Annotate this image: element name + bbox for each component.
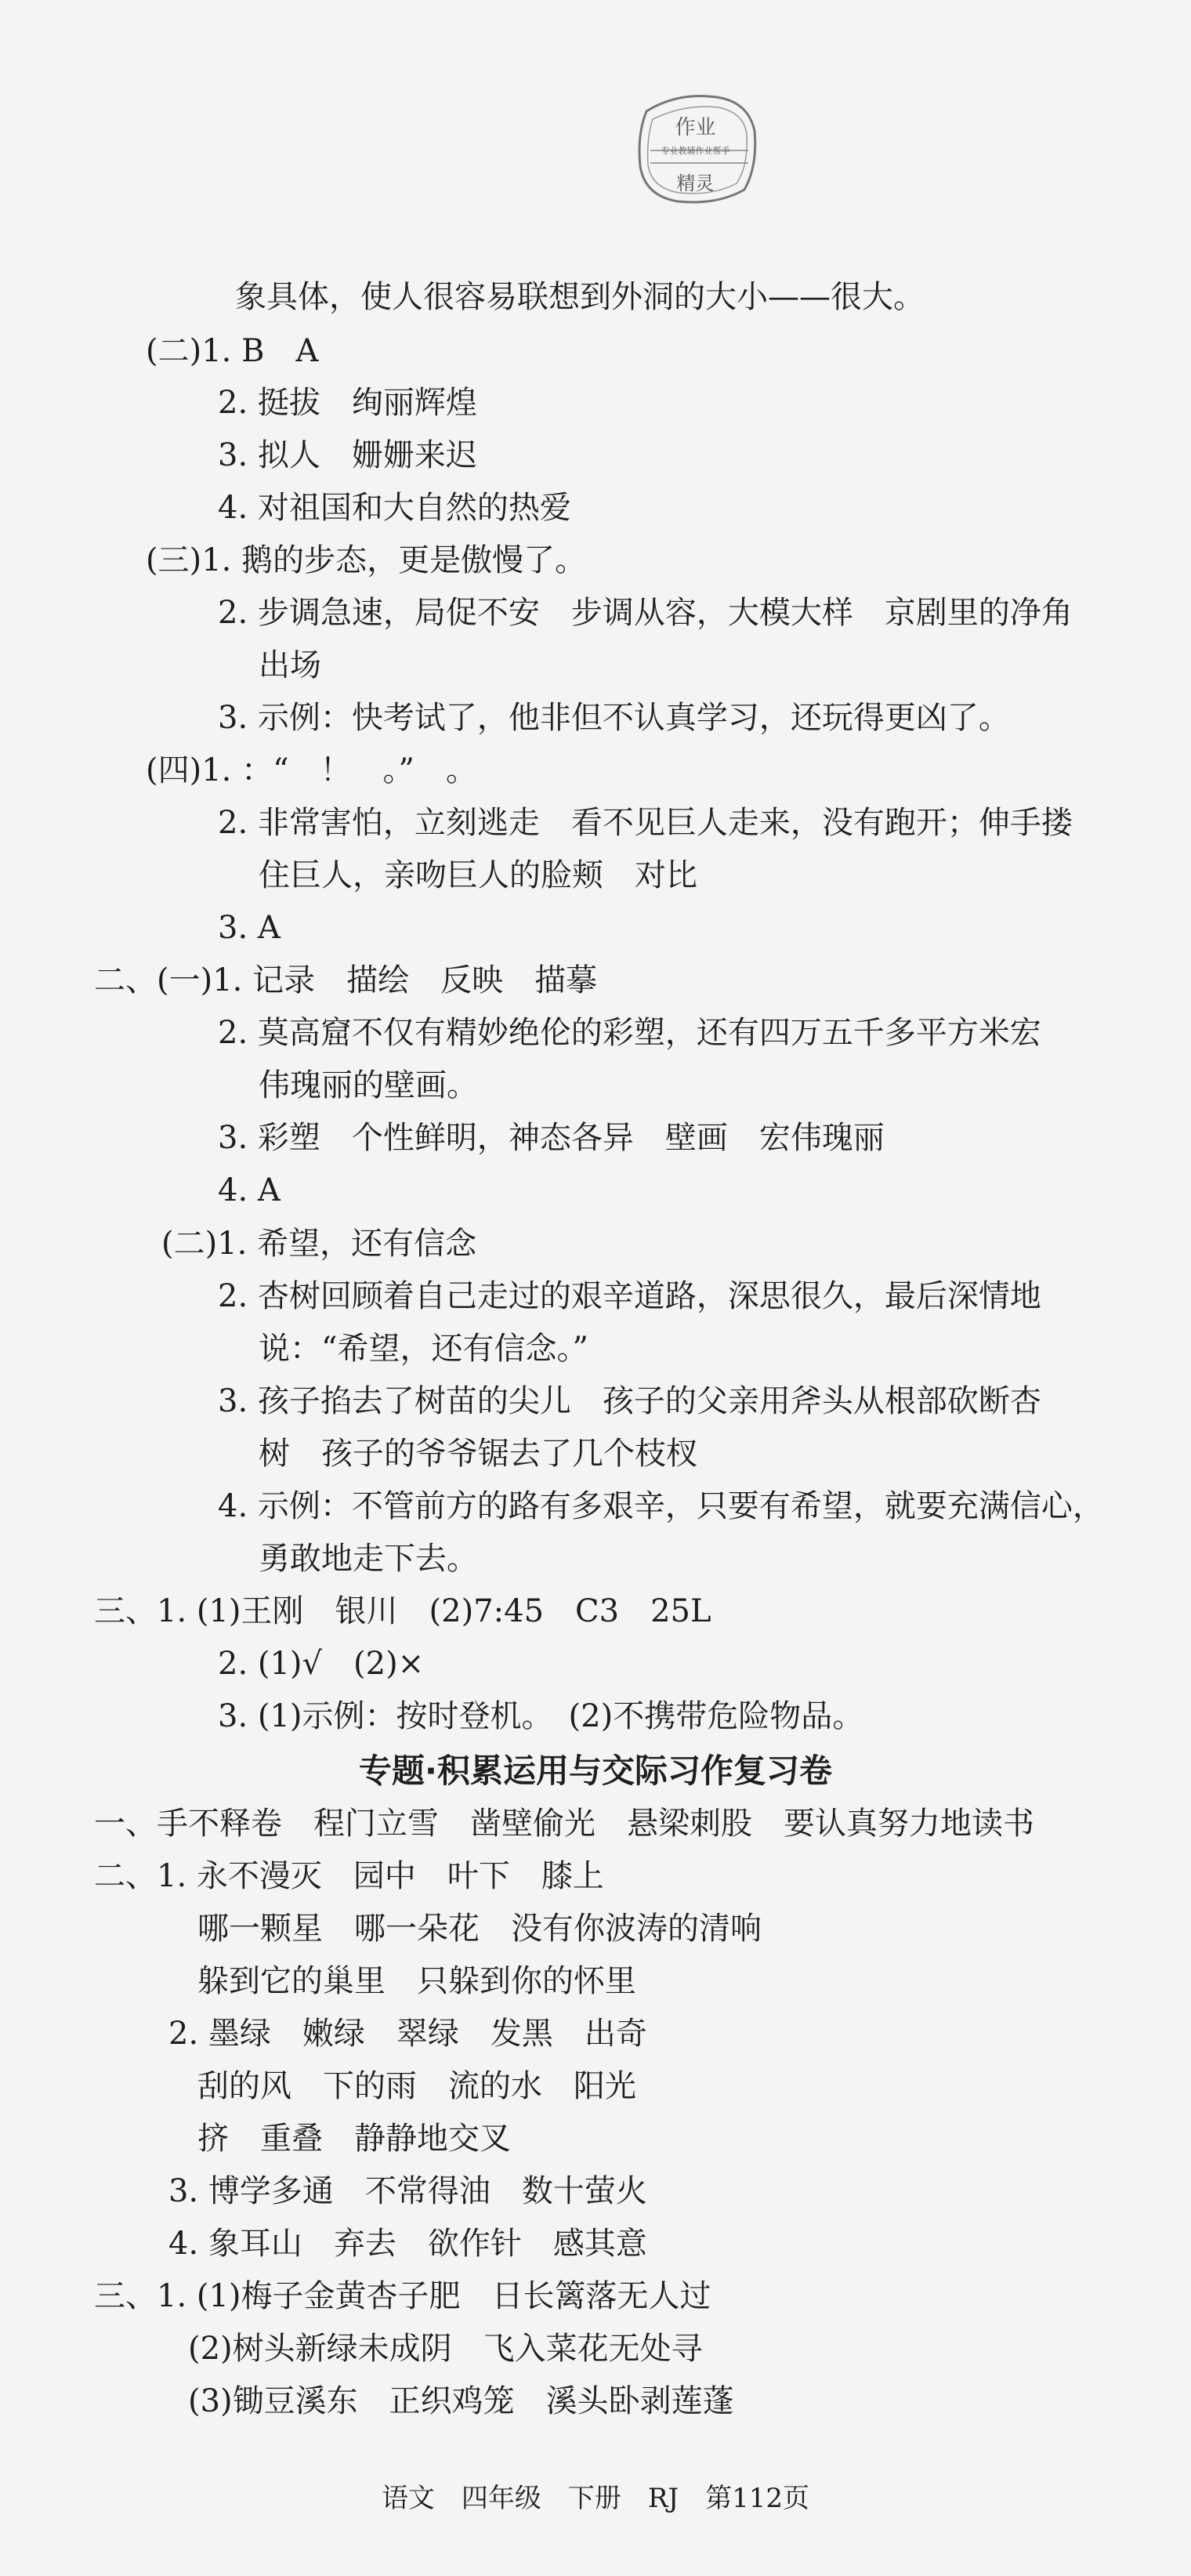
answer-line: 刮的风 下的雨 流的水 阳光: [197, 2068, 636, 2104]
stamp-bottom-text: 精灵: [676, 172, 715, 194]
answer-line: 出场: [259, 647, 321, 683]
answer-line: 3. 博学多通 不常得油 数十萤火: [168, 2173, 647, 2209]
answer-line: 3. 彩塑 个性鲜明，神态各异 壁画 宏伟瑰丽: [218, 1120, 885, 1156]
page-footer: 语文 四年级 下册 RJ 第112页: [381, 2483, 810, 2514]
answer-line: 3. 拟人 姗姗来迟: [218, 437, 477, 473]
answer-line: 3. 孩子掐去了树苗的尖儿 孩子的父亲用斧头从根部砍断杏: [218, 1383, 1041, 1419]
answer-line: 4. 示例：不管前方的路有多艰辛，只要有希望，就要充满信心，: [218, 1488, 1104, 1524]
stamp-middle-text: 专业教辅作业帮手: [661, 146, 730, 156]
answer-line: 挤 重叠 静静地交叉: [197, 2121, 511, 2157]
answer-line: 哪一颗星 哪一朵花 没有你波涛的清响: [197, 1911, 762, 1947]
answer-line: 说：“希望，还有信念。”: [259, 1331, 588, 1367]
answer-line: 象具体，使人很容易联想到外洞的大小——很大。: [235, 279, 925, 315]
answer-line: 2. 杏树回顾着自己走过的艰辛道路，深思很久，最后深情地: [218, 1278, 1041, 1314]
answer-line: 伟瑰丽的壁画。: [259, 1067, 478, 1103]
answer-line: 2. 非常害怕，立刻逃走 看不见巨人走来，没有跑开；伸手搂: [218, 805, 1073, 841]
answer-line: 2. 莫高窟不仅有精妙绝伦的彩塑，还有四万五千多平方米宏: [218, 1015, 1041, 1051]
answer-line: (二)1. 希望，还有信念: [161, 1226, 477, 1262]
answer-line: 2. 墨绿 嫩绿 翠绿 发黑 出奇: [168, 2016, 647, 2052]
answer-line: 2. 挺拔 绚丽辉煌: [218, 385, 477, 421]
answer-line: 二、(一)1. 记录 描绘 反映 描摹: [94, 962, 598, 998]
answer-line: 三、1. (1)梅子金黄杏子肥 日长篱落无人过: [94, 2278, 711, 2314]
publisher-stamp-logo: [631, 88, 760, 209]
answer-line: 树 孩子的爷爷锯去了几个枝杈: [259, 1436, 697, 1472]
stamp-top-text: 作业: [675, 116, 716, 139]
section-heading: 专题·积累运用与交际习作复习卷: [359, 1752, 832, 1790]
answer-line: 3. 示例：快考试了，他非但不认真学习，还玩得更凶了。: [218, 700, 1010, 736]
answer-line: 二、1. 永不漫灭 园中 叶下 膝上: [94, 1858, 604, 1894]
answer-line: 三、1. (1)王刚 银川 (2)7:45 C3 25L: [94, 1593, 711, 1629]
answer-line: (3)锄豆溪东 正织鸡笼 溪头卧剥莲蓬: [188, 2383, 734, 2419]
answer-line: 住巨人，亲吻巨人的脸颊 对比: [259, 857, 697, 893]
answer-line: 一、手不释卷 程门立雪 凿壁偷光 悬梁刺股 要认真努力地读书: [94, 1806, 1034, 1842]
answer-line: 4. 象耳山 弃去 欲作针 感其意: [168, 2226, 647, 2262]
answer-line: 4. 对祖国和大自然的热爱: [218, 490, 571, 526]
answer-line: 2. 步调急速，局促不安 步调从容，大模大样 京剧里的净角: [218, 595, 1073, 631]
answer-line: 2. (1)√ (2)×: [218, 1646, 425, 1682]
answer-line: 3. (1)示例：按时登机。 (2)不携带危险物品。: [218, 1698, 864, 1734]
answer-line: 4. A: [218, 1172, 281, 1208]
answer-line: 3. A: [218, 910, 281, 946]
answer-line: (四)1. ：“ ！ 。” 。: [146, 752, 477, 788]
answer-line: (二)1. B A: [146, 333, 319, 369]
answer-line: 躲到它的巢里 只躲到你的怀里: [197, 1963, 636, 1999]
answer-line: (2)树头新绿未成阴 飞入菜花无处寻: [188, 2331, 703, 2367]
answer-line: (三)1. 鹅的步态，更是傲慢了。: [146, 542, 587, 578]
answer-line: 勇敢地走下去。: [259, 1541, 478, 1577]
